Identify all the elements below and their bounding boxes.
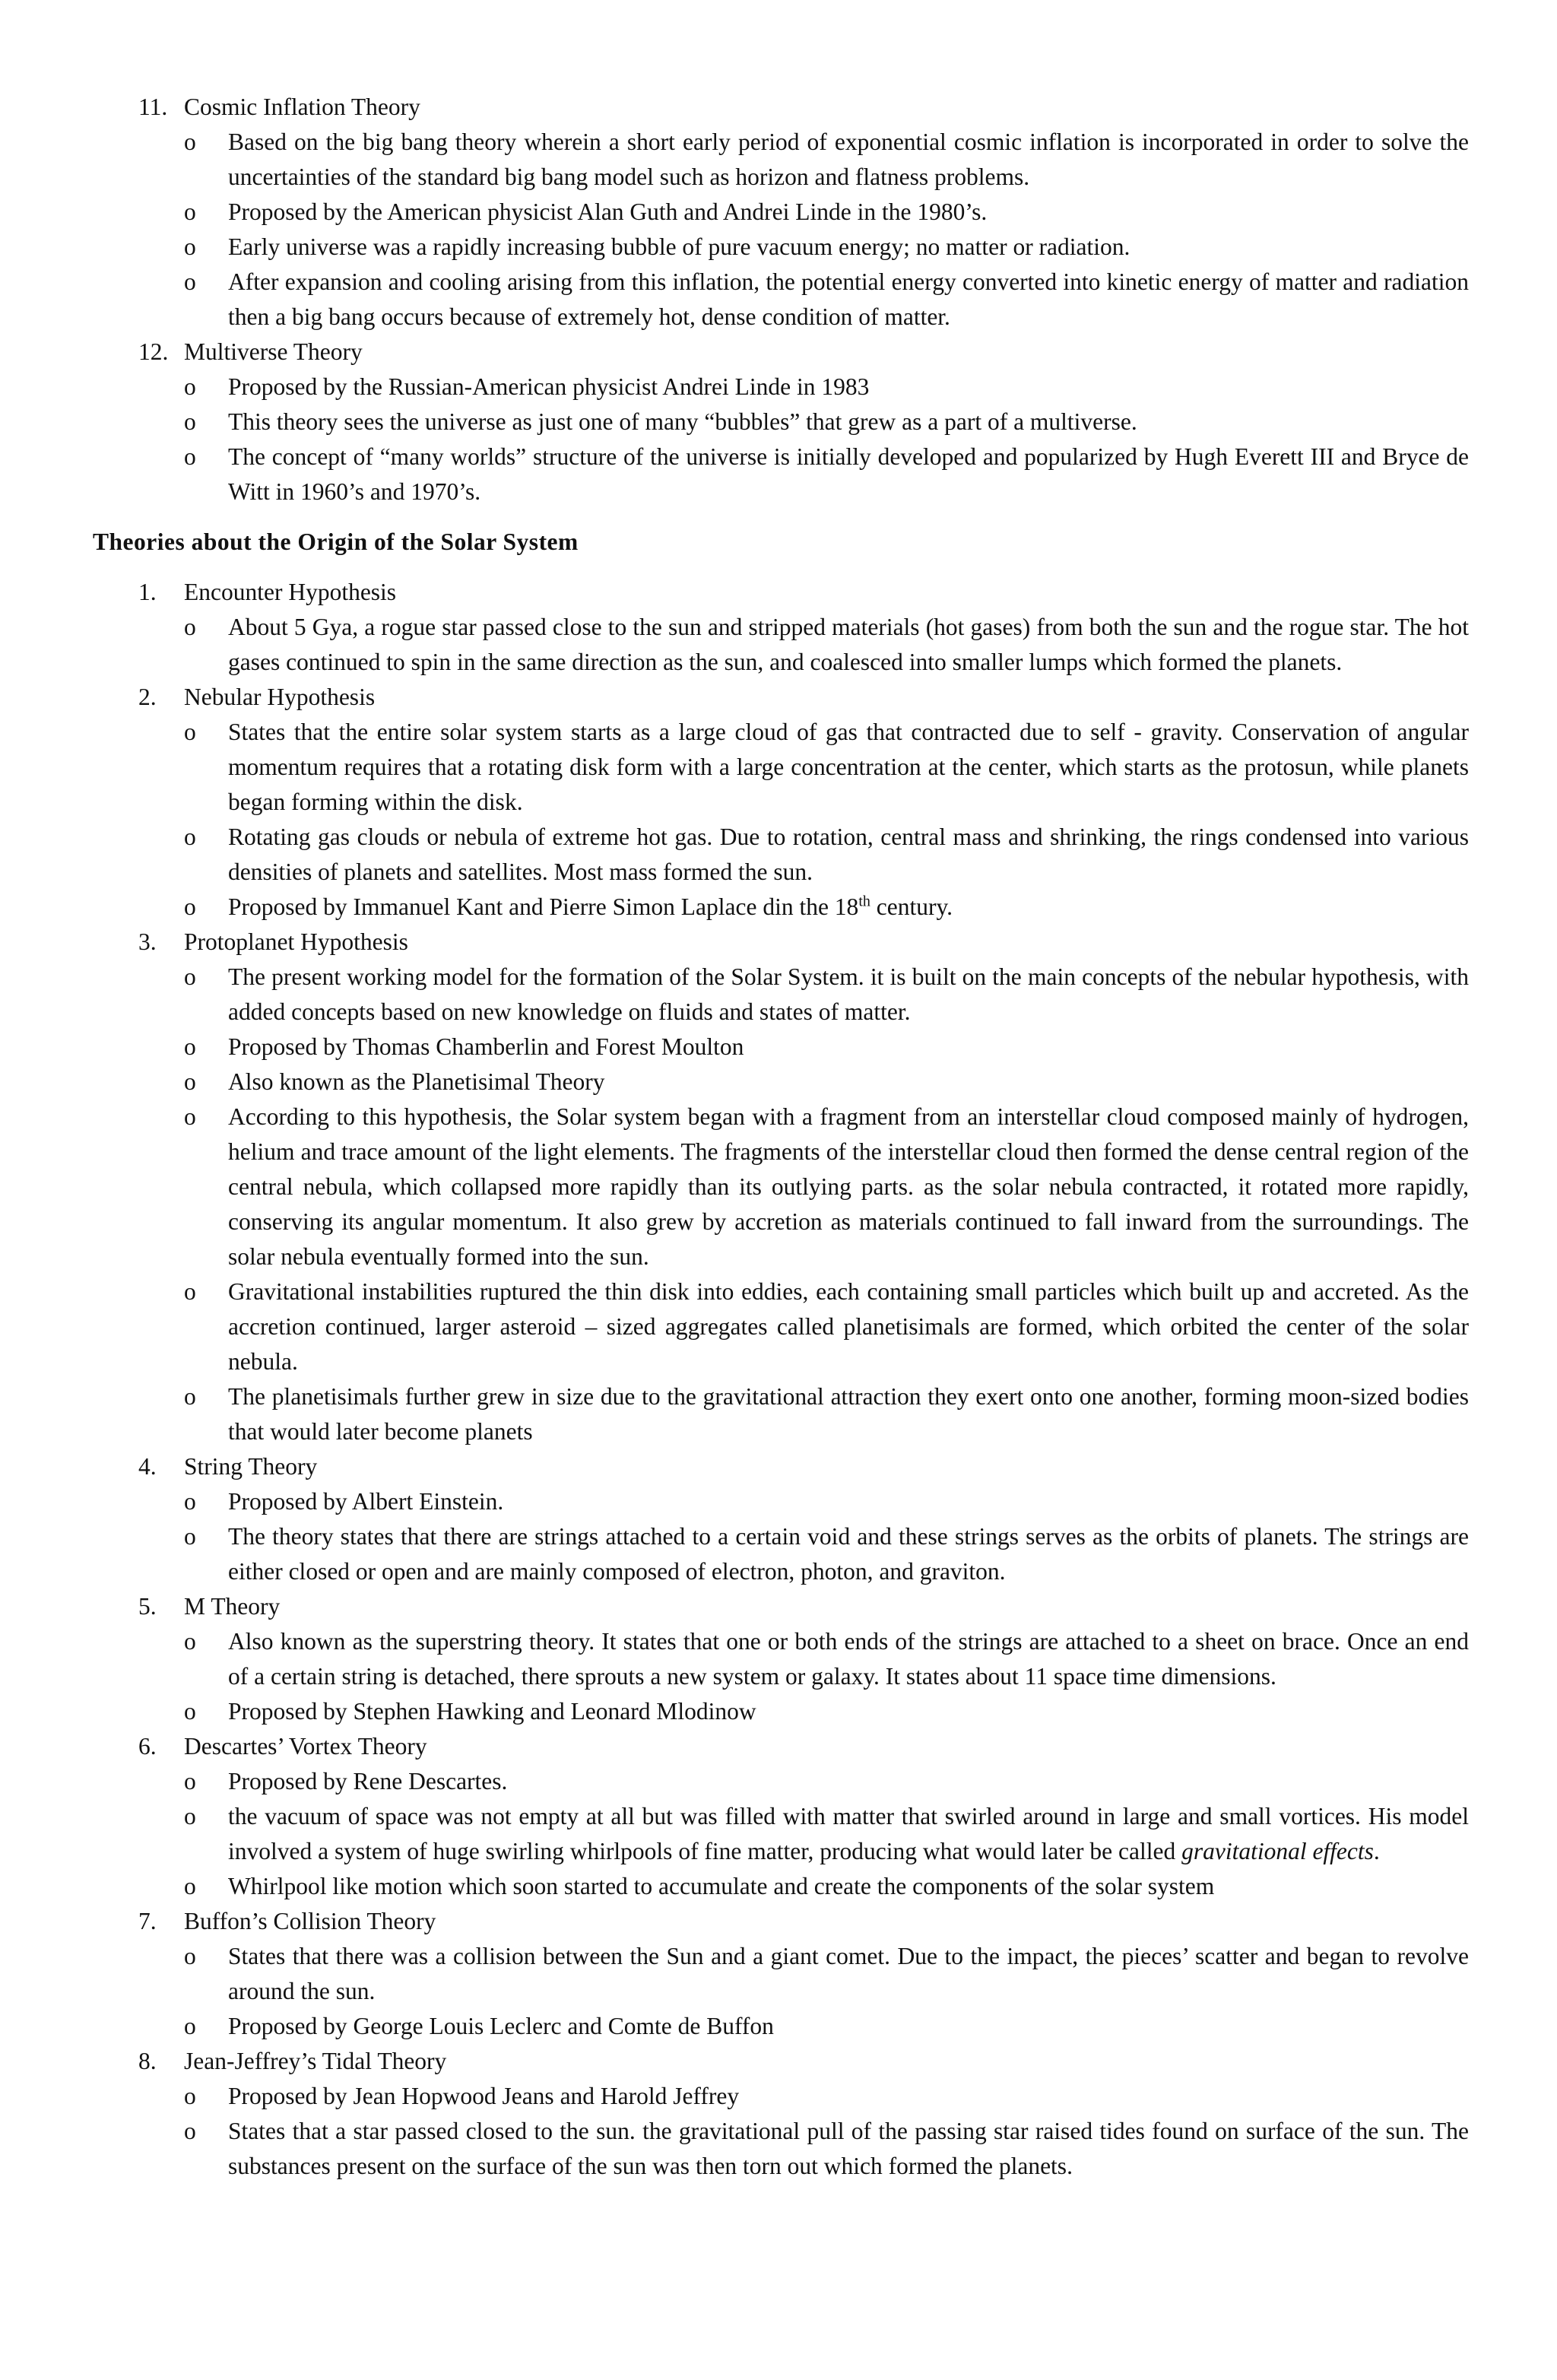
- theory-points: [184, 1484, 1469, 1589]
- list-item: [184, 1519, 1469, 1589]
- theory-item-8: [93, 2044, 1469, 2184]
- point-text: After expansion and cooling arising from this inflation, the potential energy converted into kinetic energy of matter and radiation then a big bang occurs because of extremely hot, dense condition of matter.: [228, 268, 1469, 330]
- bullet-icon: o: [184, 1698, 196, 1725]
- list-item: [184, 1379, 1469, 1449]
- list-item: [184, 1694, 1469, 1729]
- item-number: 11.: [138, 94, 168, 120]
- theory-title: Jean-Jeffrey’s Tidal Theory: [184, 2048, 447, 2074]
- theory-title: String Theory: [184, 1453, 318, 1480]
- bullet-icon: o: [184, 893, 196, 920]
- theory-title: Buffon’s Collision Theory: [184, 1908, 436, 1934]
- point-text: According to this hypothesis, the Solar system began with a fragment from an interstellar cloud composed mainly of hydrogen, helium and trace amount of the light elements. The fragments of the interstellar cloud then formed the dense central region of the central nebula, which collapsed more rapidly than its outlying parts. as the solar nebula contracted, it rotated more rapidly, conserving its angular momentum. It also grew by accretion as materials continued to fall inward from the surroundings. The solar nebula eventually formed into the sun.: [228, 1103, 1469, 1270]
- theory-points: [184, 125, 1469, 335]
- theory-item-3: [93, 925, 1469, 1449]
- point-text: This theory sees the universe as just one of many “bubbles” that grew as a part of a multiverse.: [228, 408, 1137, 435]
- theory-points: [184, 1939, 1469, 2044]
- bullet-icon: o: [184, 1873, 196, 1899]
- theory-title: Protoplanet Hypothesis: [184, 928, 408, 955]
- point-text: Proposed by Thomas Chamberlin and Forest Moulton: [228, 1033, 744, 1060]
- item-number: 3.: [138, 928, 157, 955]
- point-text: [228, 1803, 1469, 1864]
- item-number: 4.: [138, 1453, 157, 1480]
- bullet-icon: o: [184, 1068, 196, 1095]
- point-text-part: the vacuum of space was not empty at all but was filled with matter that swirled around in large and small vortices. His model involved a system of huge swirling whirlpools of fine matter, producing what would later be called: [228, 1803, 1469, 1864]
- theory-item-1: [93, 575, 1469, 680]
- theory-item-11: [93, 90, 1469, 335]
- theory-item-12: [93, 335, 1469, 509]
- list-item: [184, 1799, 1469, 1869]
- theory-item-2: [93, 680, 1469, 925]
- theory-item-5: [93, 1589, 1469, 1729]
- solar-system-theories-list: [93, 575, 1469, 2184]
- universe-theories-list: [93, 90, 1469, 509]
- point-text: Proposed by Albert Einstein.: [228, 1488, 504, 1515]
- theory-title: Nebular Hypothesis: [184, 684, 376, 710]
- point-text: Proposed by Stephen Hawking and Leonard Mlodinow: [228, 1698, 756, 1725]
- theory-title: Descartes’ Vortex Theory: [184, 1733, 427, 1760]
- point-text: Rotating gas clouds or nebula of extreme hot gas. Due to rotation, central mass and shrinking, the rings condensed into various densities of planets and satellites. Most mass formed the sun.: [228, 823, 1469, 885]
- point-text-part: Proposed by Immanuel Kant and Pierre Simon Laplace din the 18: [228, 893, 859, 920]
- point-text: [228, 893, 953, 920]
- section-heading: Theories about the Origin of the Solar System: [93, 528, 579, 555]
- bullet-icon: o: [184, 1383, 196, 1410]
- bullet-icon: o: [184, 2118, 196, 2144]
- theory-points: [184, 715, 1469, 925]
- bullet-icon: o: [184, 268, 196, 295]
- point-text: Gravitational instabilities ruptured the thin disk into eddies, each containing small particles which built up and accreted. As the accretion continued, larger asteroid – sized aggregates called planetisimals are formed, which orbited the center of the solar nebula.: [228, 1278, 1469, 1375]
- list-item: [184, 370, 1469, 405]
- italic-term: gravitational effects: [1181, 1838, 1374, 1864]
- point-text: Proposed by the Russian-American physicist Andrei Linde in 1983: [228, 373, 870, 400]
- list-item: [184, 890, 1469, 925]
- list-item: [184, 440, 1469, 509]
- point-text: The theory states that there are strings attached to a certain void and these strings serves as the orbits of planets. The strings are either closed or open and are mainly composed of electron, photon, and graviton.: [228, 1523, 1469, 1585]
- point-text: Also known as the Planetisimal Theory: [228, 1068, 605, 1095]
- list-item: [184, 1764, 1469, 1799]
- theory-item-4: [93, 1449, 1469, 1589]
- theory-title: M Theory: [184, 1593, 281, 1620]
- bullet-icon: o: [184, 1488, 196, 1515]
- bullet-icon: o: [184, 198, 196, 225]
- list-item: [184, 230, 1469, 265]
- point-text-part: .: [1373, 1838, 1380, 1864]
- point-text: Also known as the superstring theory. It states that one or both ends of the strings are attached to a sheet on brace. Once an end of a certain string is detached, there sprouts a new system or galaxy. It states about 11 space time dimensions.: [228, 1628, 1469, 1690]
- bullet-icon: o: [184, 1278, 196, 1305]
- list-item: [184, 715, 1469, 820]
- list-item: [184, 1100, 1469, 1274]
- point-text: The present working model for the formation of the Solar System. it is built on the main concepts of the nebular hypothesis, with added concepts based on new knowledge on fluids and states of matter.: [228, 963, 1469, 1025]
- bullet-icon: o: [184, 408, 196, 435]
- list-item: [184, 1624, 1469, 1694]
- list-item: [184, 125, 1469, 195]
- bullet-icon: o: [184, 1033, 196, 1060]
- theory-points: [184, 610, 1469, 680]
- item-number: 2.: [138, 684, 157, 710]
- bullet-icon: o: [184, 443, 196, 470]
- list-item: [184, 610, 1469, 680]
- bullet-icon: o: [184, 1628, 196, 1655]
- list-item: [184, 405, 1469, 440]
- point-text: The concept of “many worlds” structure of the universe is initially developed and popularized by Hugh Everett III and Bryce de Witt in 1960’s and 1970’s.: [228, 443, 1469, 505]
- item-number: 8.: [138, 2048, 157, 2074]
- point-text-part: century.: [870, 893, 953, 920]
- theory-points: [184, 370, 1469, 509]
- theory-title: Encounter Hypothesis: [184, 579, 397, 605]
- point-text: Proposed by Rene Descartes.: [228, 1768, 508, 1795]
- list-item: [184, 1274, 1469, 1379]
- theory-points: [184, 1764, 1469, 1904]
- bullet-icon: o: [184, 373, 196, 400]
- list-item: [184, 2114, 1469, 2184]
- theory-title: Cosmic Inflation Theory: [184, 94, 420, 120]
- bullet-icon: o: [184, 2013, 196, 2039]
- superscript: th: [858, 893, 870, 910]
- bullet-icon: o: [184, 1523, 196, 1550]
- point-text: Proposed by Jean Hopwood Jeans and Harold Jeffrey: [228, 2083, 740, 2109]
- theory-title: Multiverse Theory: [184, 338, 363, 365]
- bullet-icon: o: [184, 963, 196, 990]
- bullet-icon: o: [184, 233, 196, 260]
- point-text: Whirlpool like motion which soon started to accumulate and create the components of the solar system: [228, 1873, 1215, 1899]
- point-text: Based on the big bang theory wherein a short early period of exponential cosmic inflation is incorporated in order to solve the uncertainties of the standard big bang model such as horizon and flatness problems.: [228, 129, 1469, 190]
- item-number: 1.: [138, 579, 157, 605]
- point-text: Early universe was a rapidly increasing bubble of pure vacuum energy; no matter or radiation.: [228, 233, 1130, 260]
- list-item: [184, 1030, 1469, 1065]
- theory-points: [184, 2079, 1469, 2184]
- list-item: [184, 2079, 1469, 2114]
- item-number: 12.: [138, 338, 169, 365]
- list-item: [184, 195, 1469, 230]
- theory-points: [184, 1624, 1469, 1729]
- bullet-icon: o: [184, 1768, 196, 1795]
- bullet-icon: o: [184, 1103, 196, 1130]
- bullet-icon: o: [184, 1943, 196, 1969]
- point-text: States that there was a collision between the Sun and a giant comet. Due to the impact, the pieces’ scatter and began to revolve around the sun.: [228, 1943, 1469, 2004]
- theory-item-6: [93, 1729, 1469, 1904]
- bullet-icon: o: [184, 614, 196, 640]
- bullet-icon: o: [184, 719, 196, 745]
- bullet-icon: o: [184, 129, 196, 155]
- point-text: Proposed by the American physicist Alan Guth and Andrei Linde in the 1980’s.: [228, 198, 988, 225]
- list-item: [184, 960, 1469, 1030]
- theory-item-7: [93, 1904, 1469, 2044]
- theory-points: [184, 960, 1469, 1449]
- item-number: 6.: [138, 1733, 157, 1760]
- list-item: [184, 265, 1469, 335]
- list-item: [184, 1869, 1469, 1904]
- point-text: About 5 Gya, a rogue star passed close to the sun and stripped materials (hot gases) from both the sun and the rogue star. The hot gases continued to spin in the same direction as the sun, and coalesced into smaller lumps which formed the planets.: [228, 614, 1469, 675]
- point-text: Proposed by George Louis Leclerc and Comte de Buffon: [228, 2013, 774, 2039]
- item-number: 5.: [138, 1593, 157, 1620]
- point-text: The planetisimals further grew in size due to the gravitational attraction they exert onto one another, forming moon-sized bodies that would later become planets: [228, 1383, 1469, 1445]
- list-item: [184, 1939, 1469, 2009]
- bullet-icon: o: [184, 1803, 196, 1829]
- bullet-icon: o: [184, 2083, 196, 2109]
- point-text: States that a star passed closed to the sun. the gravitational pull of the passing star raised tides found on surface of the sun. The substances present on the surface of the sun was then torn out which formed the planets.: [228, 2118, 1469, 2179]
- point-text: States that the entire solar system starts as a large cloud of gas that contracted due to self - gravity. Conservation of angular momentum requires that a rotating disk form with a large concentration at the center, which starts as the protosun, while planets began forming within the disk.: [228, 719, 1469, 815]
- list-item: [184, 1065, 1469, 1100]
- bullet-icon: o: [184, 823, 196, 850]
- list-item: [184, 1484, 1469, 1519]
- list-item: [184, 2009, 1469, 2044]
- item-number: 7.: [138, 1908, 157, 1934]
- list-item: [184, 820, 1469, 890]
